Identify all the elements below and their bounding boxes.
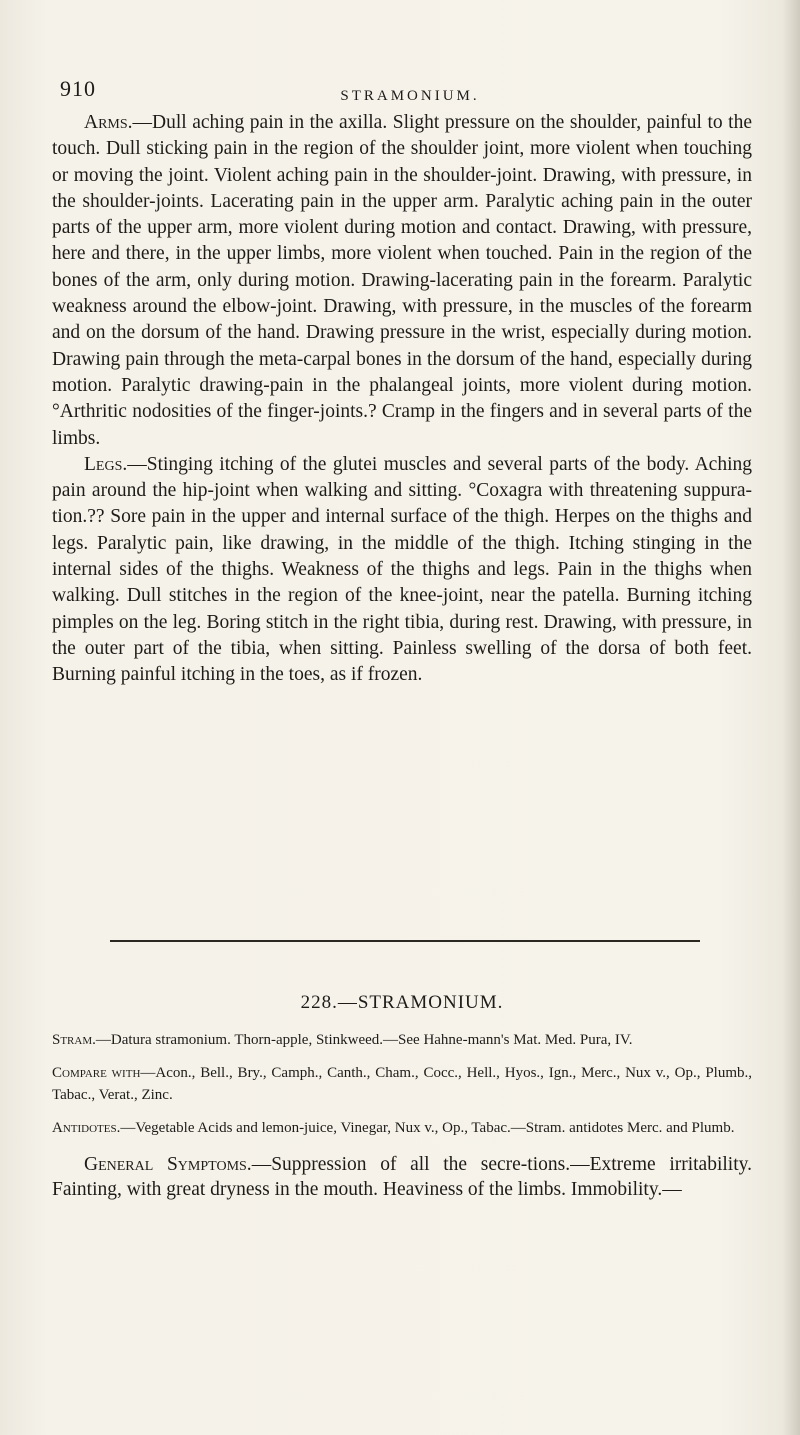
running-head: STRAMONIUM. [340,88,480,104]
antidotes-text: —Vegetable Acids and lemon-juice, Vinegar, Nux v., Op., Tabac.—Stram. antidotes Merc. and Plumb. [120,1120,735,1136]
page-number: 910 [60,76,96,101]
general-symptoms-paragraph [52,1152,752,1203]
legs-label: Legs. [84,453,128,475]
arms-paragraph [52,110,752,452]
compare-text: —Acon., Bell., Bry., Camph., Canth., Cham., Cocc., Hell., Hyos., Ign., Merc., Nux v., Op., Plumb., Tabac., Verat., Zinc. [52,1065,752,1103]
stram-paragraph [52,1030,752,1052]
general-symptoms-text: —Suppression of all the secre-tions.—Extreme irritability. Fainting, with great dryness in the mouth. Heaviness of the limbs. Immobility.— [52,1153,752,1200]
symptom-text [52,110,752,689]
antidotes-paragraph [52,1118,752,1140]
section-divider [110,940,700,942]
legs-text: —Stinging itching of the glutei muscles and several parts of the body. Aching pain around the hip-joint when walking and sitting. °Coxagra with threatening suppura-tion.?? Sore pain in the upper and internal surface of the thigh. Herpes on the thighs and legs. Paralytic pain, like drawing, in the middle of the thigh. Itching stinging in the internal sides of the thighs. Weakness of the thighs and legs. Pain in the thighs when walking. Dull stitches in the region of the knee-joint, near the patella. Burning itching pimples on the leg. Boring stitch in the right tibia, during rest. Drawing, with pressure, in the outer part of the tibia, when sitting. Painless swelling of the dorsa of both feet. Burning painful itching in the toes, as if frozen. [52,453,752,686]
arms-text: —Dull aching pain in the axilla. Slight pressure on the shoulder, painful to the touch. Dull sticking pain in the region of the shoulder joint, more violent when touching or moving the joint. Violent aching pain in the shoulder-joint. Drawing, with pressure, in the shoulder-joints. Lacerating pain in the upper arm. Paralytic aching pain in the outer parts of the upper arm, more violent during motion and contact. Drawing, with pressure, here and there, in the upper limbs, more violent when touched. Pain in the region of the bones of the arm, only during motion. Drawing-lacerating pain in the forearm. Paralytic weakness around the elbow-joint. Drawing, with pressure, in the muscles of the forearm and on the dorsum of the hand. Drawing pressure in the wrist, especially during motion. Drawing pain through the meta-carpal bones in the dorsum of the hand, especially during motion. Paralytic drawing-pain in the phalangeal joints, more violent during motion. °Arthritic nodosities of the finger-joints.? Cramp in the fingers and in several parts of the limbs. [52,112,752,449]
general-symptoms-label: General Symptoms. [84,1153,252,1175]
antidotes-label: Antidotes. [52,1120,121,1136]
stram-label: Stram. [52,1031,96,1048]
stram-text: —Datura stramonium. Thorn-apple, Stinkweed.—See Hahne-mann's Mat. Med. Pura, IV. [95,1031,633,1048]
stramonium-section [52,992,752,1215]
compare-paragraph [52,1063,752,1106]
legs-paragraph [52,452,752,689]
arms-label: Arms. [84,112,133,133]
section-title: 228.—STRAMONIUM. [300,992,504,1013]
page-spine-shadow [782,0,800,1435]
compare-label: Compare with [52,1065,141,1081]
page-header [60,76,760,110]
